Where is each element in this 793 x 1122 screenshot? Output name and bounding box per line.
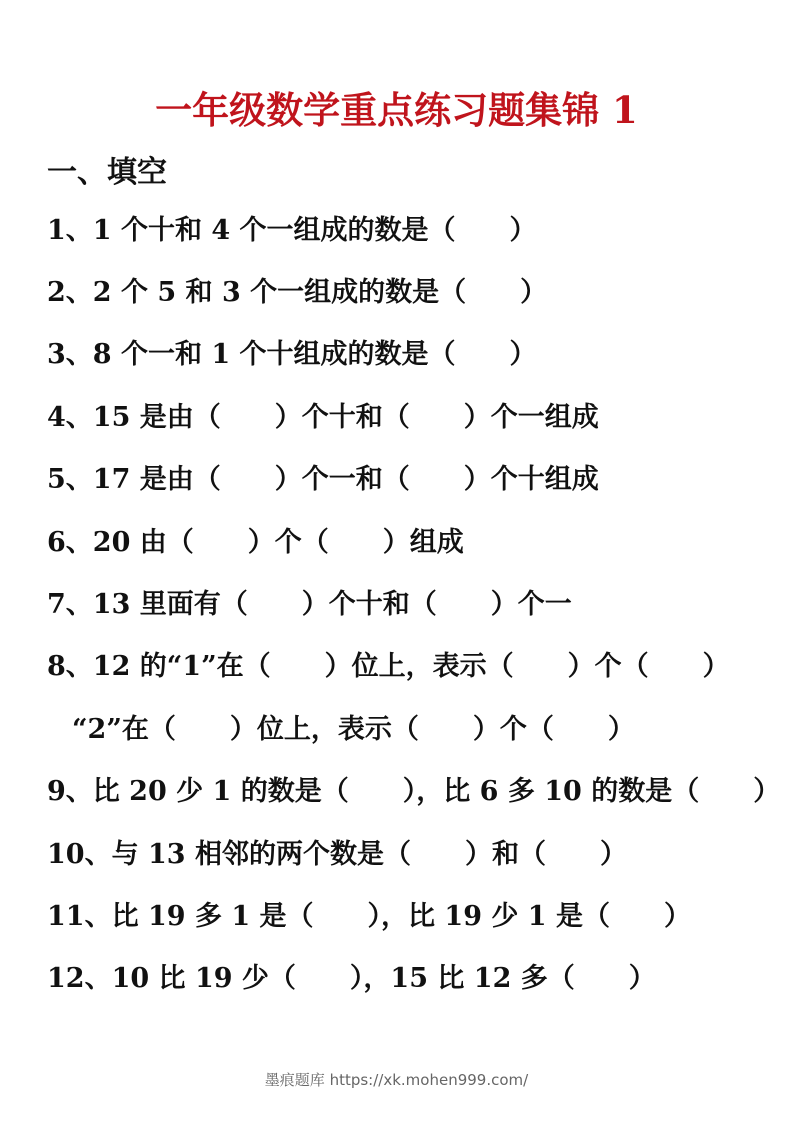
- footer-watermark: 墨痕题库 https://xk.mohen999.com/: [264, 1071, 529, 1089]
- question-6: 6、20 由（ ）个（ ）组成: [47, 527, 464, 558]
- question-8-continued: “2”在（ ）位上，表示（ ）个（ ）: [72, 714, 635, 745]
- question-12: 12、10 比 19 少（ ），15 比 12 多（ ）: [47, 963, 656, 994]
- question-4: 4、15 是由（ ）个十和（ ）个一组成: [47, 402, 599, 433]
- question-3: 3、8 个一和 1 个十组成的数是（ ）: [47, 339, 537, 370]
- question-8: 8、12 的“1”在（ ）位上，表示（ ）个（ ）: [47, 651, 730, 682]
- question-10: 10、与 13 相邻的两个数是（ ）和（ ）: [47, 839, 627, 870]
- question-2: 2、2 个 5 和 3 个一组成的数是（ ）: [47, 277, 548, 308]
- question-7: 7、13 里面有（ ）个十和（ ）个一: [47, 589, 572, 620]
- question-1: 1、1 个十和 4 个一组成的数是（ ）: [47, 215, 537, 246]
- question-9: 9、比 20 少 1 的数是（ ），比 6 多 10 的数是（ ）: [47, 776, 781, 807]
- page-title: 一年级数学重点练习题集锦 1: [155, 88, 638, 132]
- question-11: 11、比 19 多 1 是（ ），比 19 少 1 是（ ）: [47, 901, 691, 932]
- section-heading-fill-in: 一、填空: [47, 155, 167, 190]
- question-5: 5、17 是由（ ）个一和（ ）个十组成: [47, 464, 599, 495]
